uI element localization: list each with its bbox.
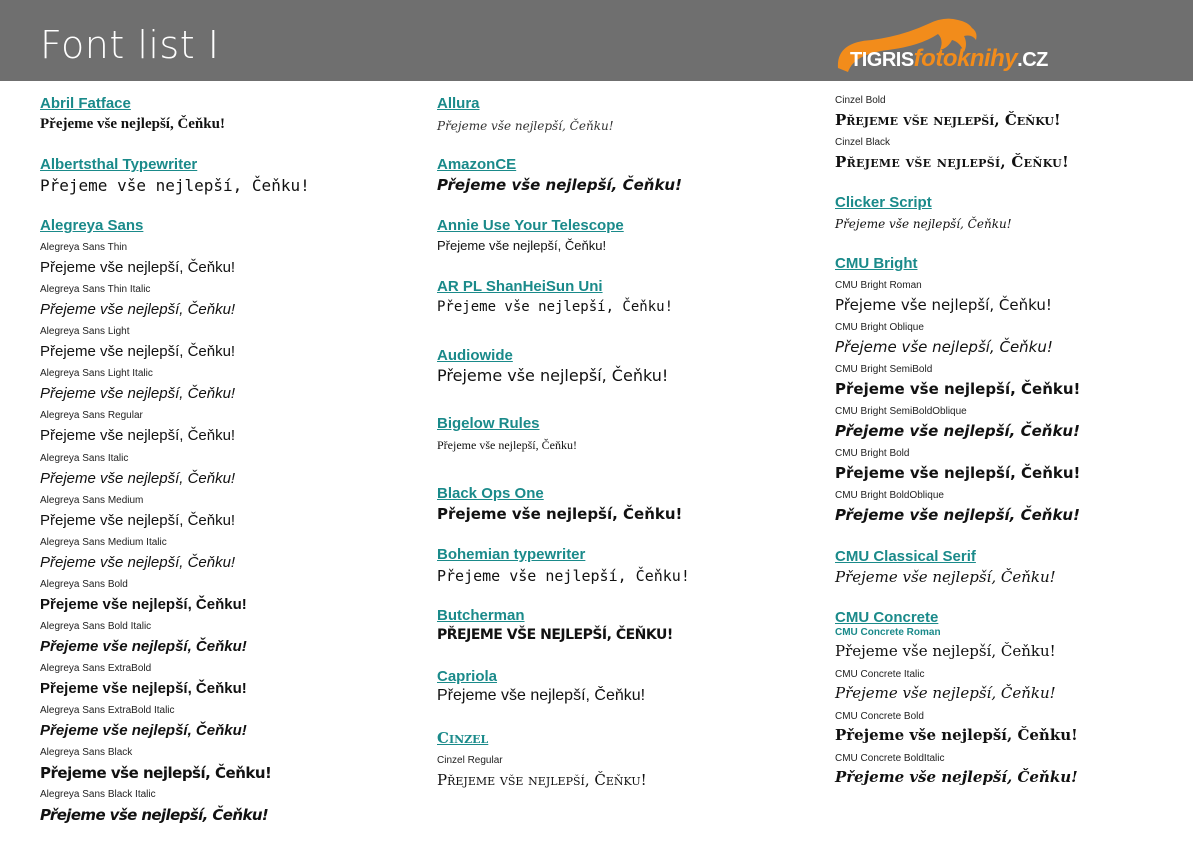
logo-fotoknihy: fotoknihy: [913, 45, 1018, 72]
variant-label: Alegreya Sans Light Italic: [40, 368, 153, 379]
font-name-capriola[interactable]: Capriola: [437, 668, 498, 685]
variant-sample: Přejeme vše nejlepší, Čeňku!: [40, 512, 236, 529]
font-name-abril-fatface[interactable]: Abril Fatface: [40, 95, 131, 112]
sample-capriola: Přejeme vše nejlepší, Čeňku!: [437, 687, 646, 704]
sample-albertsthal: Přejeme vše nejlepší, Čeňku!: [40, 176, 310, 195]
variant-sample: Přejeme vše nejlepší, Čeňku!: [835, 768, 1078, 786]
sample-amazonce: Přejeme vše nejlepší, Čeňku!: [437, 176, 682, 194]
font-name-arpl[interactable]: AR PL ShanHeiSun Uni: [437, 278, 603, 295]
variant-label: Alegreya Sans Thin: [40, 242, 128, 253]
sample-annie: Přejeme vše nejlepší, Čeňku!: [437, 238, 607, 253]
variant-sample: Přejeme vše nejlepší, Čeňku!: [40, 722, 247, 739]
variant-label: Alegreya Sans ExtraBold Italic: [40, 705, 175, 716]
variant-label: Alegreya Sans Black: [40, 747, 133, 758]
sample-clicker-script: Přejeme vše nejlepší, Čeňku!: [835, 217, 1012, 231]
variant-sample: Přejeme vše nejlepší, Čeňku!: [835, 726, 1078, 744]
font-name-cinzel[interactable]: Cinzel: [437, 729, 489, 747]
variant-label: Alegreya Sans Black Italic: [40, 789, 156, 800]
variant-sample: Přejeme vše nejlepší, Čeňku!: [835, 296, 1052, 314]
font-name-albertsthal[interactable]: Albertsthal Typewriter: [40, 156, 198, 173]
variant-sample: Přejeme vše nejlepší, Čeňku!: [40, 680, 247, 697]
variant-label-cmu-concrete-roman: CMU Concrete Roman: [835, 627, 941, 638]
variant-sample: Přejeme vše nejlepší, Čeňku!: [40, 764, 272, 782]
variant-label: CMU Concrete Bold: [835, 711, 924, 722]
logo-tigris: TIGRIS: [850, 49, 914, 71]
sample-abril-fatface: Přejeme vše nejlepší, Čeňku!: [40, 116, 225, 132]
font-name-bohemian[interactable]: Bohemian typewriter: [437, 546, 586, 563]
sample-cinzel-regular: Přejeme vše nejlepší, Čeňku!: [437, 771, 647, 789]
variant-sample: Přejeme vše nejlepší, Čeňku!: [835, 422, 1080, 440]
variant-sample: Přejeme vše nejlepší, Čeňku!: [40, 554, 236, 571]
variant-label: Cinzel Bold: [835, 95, 886, 106]
variant-label: Alegreya Sans Bold: [40, 579, 128, 590]
variant-label: Alegreya Sans Italic: [40, 453, 129, 464]
variant-label: Alegreya Sans ExtraBold: [40, 663, 152, 674]
variant-label: Cinzel Black: [835, 137, 891, 148]
variant-sample: Přejeme vše nejlepší, Čeňku!: [835, 642, 1056, 660]
variant-sample: Přejeme vše nejlepší, Čeňku!: [40, 385, 236, 402]
font-name-audiowide[interactable]: Audiowide: [437, 347, 513, 364]
sample-black-ops: Přejeme vše nejlepší, Čeňku!: [437, 505, 683, 523]
font-name-annie[interactable]: Annie Use Your Telescope: [437, 217, 624, 234]
variant-sample: Přejeme vše nejlepší, Čeňku!: [40, 259, 236, 276]
logo-wordmark: [850, 47, 1048, 72]
variant-label: CMU Bright Bold: [835, 448, 910, 459]
font-name-clicker-script[interactable]: Clicker Script: [835, 194, 932, 211]
variant-sample: Přejeme vše nejlepší, Čeňku!: [835, 464, 1081, 482]
font-name-bigelow[interactable]: Bigelow Rules: [437, 415, 540, 432]
variant-label: CMU Concrete Italic: [835, 669, 925, 680]
variant-sample: Přejeme vše nejlepší, Čeňku!: [40, 596, 247, 613]
variant-label: Alegreya Sans Light: [40, 326, 130, 337]
variant-label: CMU Bright SemiBoldOblique: [835, 406, 967, 417]
variant-sample: Přejeme vše nejlepší, Čeňku!: [835, 380, 1081, 398]
variant-sample: Přejeme vše nejlepší, Čeňku!: [40, 301, 236, 318]
variant-label: CMU Bright BoldOblique: [835, 490, 944, 501]
sample-allura: Přejeme vše nejlepší, Čeňku!: [437, 119, 614, 133]
font-name-cmu-bright[interactable]: CMU Bright: [835, 255, 918, 272]
sample-audiowide: Přejeme vše nejlepší, Čeňku!: [437, 366, 669, 385]
logo-cz: .CZ: [1017, 49, 1048, 71]
sample-arpl: Přejeme vše nejlepší, Čeňku!: [437, 299, 674, 315]
variant-label: Alegreya Sans Medium Italic: [40, 537, 167, 548]
variant-label: CMU Bright Roman: [835, 280, 922, 291]
sample-bohemian: Přejeme vše nejlepší, Čeňku!: [437, 567, 690, 585]
font-name-amazonce[interactable]: AmazonCE: [437, 156, 517, 173]
sample-cinzel-bold: Přejeme vše nejlepší, Čeňku!: [835, 111, 1061, 129]
variant-sample: Přejeme vše nejlepší, Čeňku!: [835, 506, 1080, 524]
font-name-allura[interactable]: Allura: [437, 95, 480, 112]
variant-sample: Přejeme vše nejlepší, Čeňku!: [40, 806, 269, 824]
variant-sample: Přejeme vše nejlepší, Čeňku!: [835, 684, 1056, 702]
page-title: Font list I: [40, 23, 220, 67]
variant-label: Alegreya Sans Thin Italic: [40, 284, 151, 295]
font-name-butcherman[interactable]: Butcherman: [437, 607, 525, 624]
variant-sample: Přejeme vše nejlepší, Čeňku!: [40, 343, 236, 360]
sample-bigelow: Přejeme vše nejlepší, Čeňku!: [437, 438, 577, 452]
font-name-cmu-classical-serif[interactable]: CMU Classical Serif: [835, 548, 976, 565]
variant-sample: Přejeme vše nejlepší, Čeňku!: [40, 427, 236, 444]
variant-label: CMU Bright SemiBold: [835, 364, 933, 375]
variant-sample: Přejeme vše nejlepší, Čeňku!: [835, 338, 1053, 356]
variant-label: Alegreya Sans Regular: [40, 410, 143, 421]
font-name-alegreya-sans[interactable]: Alegreya Sans: [40, 217, 144, 234]
sample-cmu-classical-serif: Přejeme vše nejlepší, Čeňku!: [835, 568, 1056, 586]
variant-label: Cinzel Regular: [437, 755, 503, 766]
variant-label: CMU Concrete BoldItalic: [835, 753, 945, 764]
sample-cinzel-black: Přejeme vše nejlepší, Čeňku!: [835, 153, 1069, 171]
variant-label: Alegreya Sans Medium: [40, 495, 144, 506]
variant-sample: Přejeme vše nejlepší, Čeňku!: [40, 638, 247, 655]
sample-butcherman: PŘEJEME VŠE NEJLEPŠÍ, ČEŇKU!: [437, 627, 673, 643]
variant-label: CMU Bright Oblique: [835, 322, 924, 333]
variant-label: Alegreya Sans Bold Italic: [40, 621, 152, 632]
font-name-black-ops[interactable]: Black Ops One: [437, 485, 544, 502]
variant-sample: Přejeme vše nejlepší, Čeňku!: [40, 470, 236, 487]
font-name-cmu-concrete[interactable]: CMU Concrete: [835, 609, 939, 626]
